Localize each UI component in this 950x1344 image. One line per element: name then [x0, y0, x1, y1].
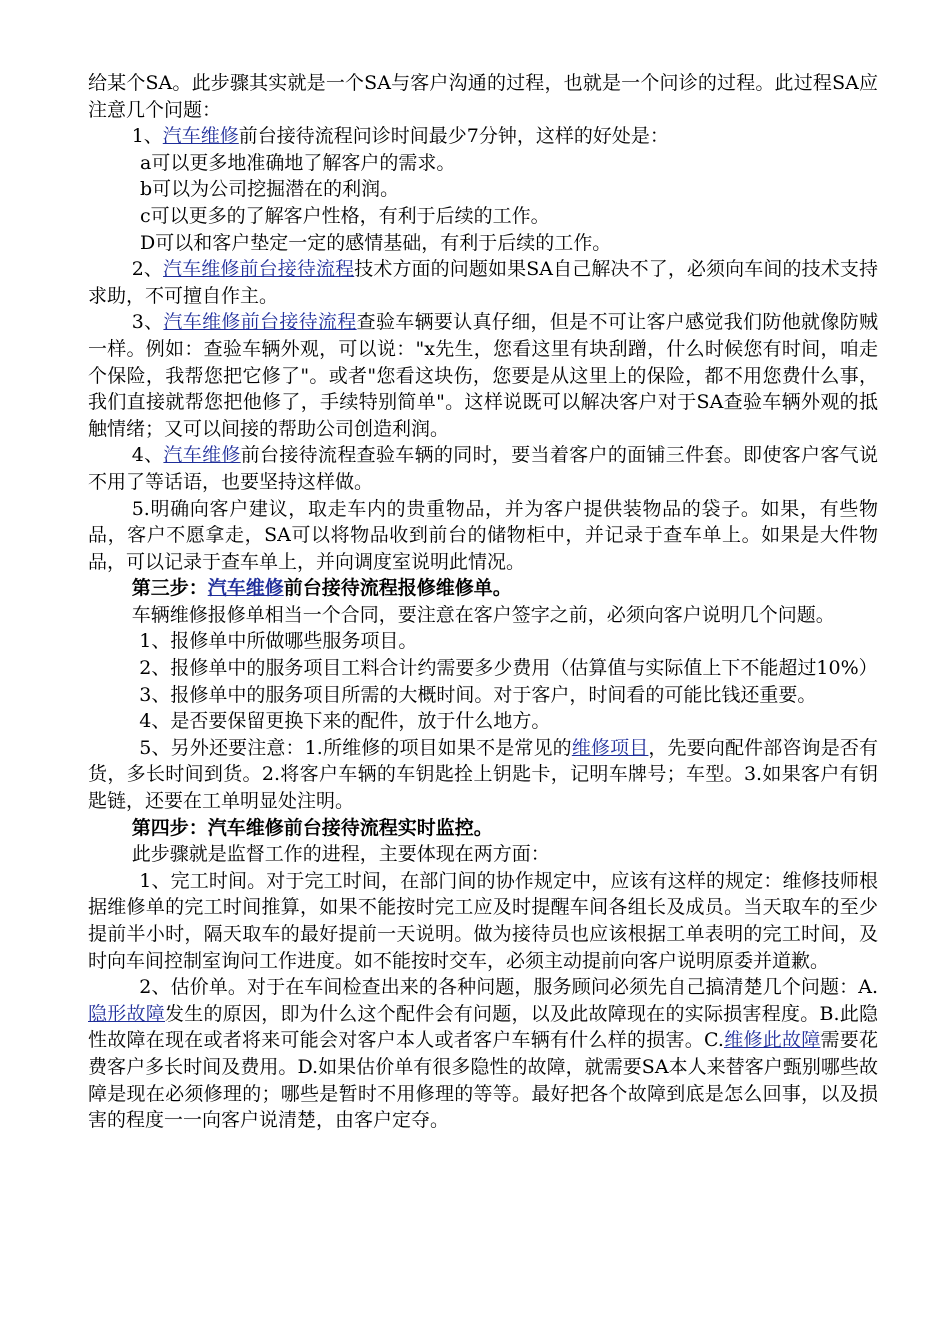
text: 需要花费客户多长时间及费用。D.如果估价单有很多隐性的故障，就需要SA本人来替客户甄别哪些故障是现在必须修理的；哪些是暂时不用修理的等等。最好把各个故障到底是怎么回事，以及损害的程度一一向客户说清楚，由客户定夺。	[88, 1029, 878, 1132]
list-item: 1、报修单中所做哪些服务项目。	[139, 630, 418, 653]
section-heading-step3	[88, 575, 878, 602]
link-weixiu-ci-guzhang[interactable]: 维修此故障	[723, 1029, 821, 1052]
link-qiche-weixiu[interactable]: 汽车维修	[162, 125, 239, 148]
list-item: 2、报修单中的服务项目工料合计约需要多少费用（估算值与实际值上下不能超过10%）	[139, 657, 878, 680]
document-page	[88, 70, 878, 1134]
paragraph	[88, 309, 878, 442]
list-item: D可以和客户垫定一定的感情基础，有利于后续的工作。	[140, 231, 612, 254]
list-item: a可以更多地准确地了解客户的需求。	[140, 151, 456, 174]
text: 前台接待流程问诊时间最少7分钟，这样的好处是：	[238, 125, 669, 148]
paragraph: 给某个SA。此步骤其实就是一个SA与客户沟通的过程，也就是一个问诊的过程。此过程SA应注意几个问题：	[88, 72, 878, 121]
link-weixiu-xiangmu[interactable]: 维修项目	[571, 736, 649, 759]
paragraph: 车辆维修报修单相当一个合同，要注意在客户签字之前，必须向客户说明几个问题。	[131, 603, 835, 626]
text: 查验车辆要认真仔细，但是不可让客户感觉我们防他就像防贼一样。例如：查验车辆外观，可以说："x先生，您看这里有块刮蹭，什么时候您有时间，咱走个保险，我帮您把它修了"。或者"您看这块伤，您要是从这里上的保险，都不用您费什么事，我们直接就帮您把他修了，手续特别简单"。这样说既可以解决客户对于SA查验车辆外观的抵触情绪；又可以间接的帮助公司创造利润。	[88, 311, 878, 440]
text: ，先要向配件部咨询是否有货，多长时间到货。2.将客户车辆的车钥匙拴上钥匙卡，记明车牌号；车型。3.如果客户有钥匙链，还要在工单明显处注明。	[88, 736, 878, 813]
text: 2、	[131, 258, 164, 281]
paragraph: 此步骤就是监督工作的进程，主要体现在两方面：	[131, 843, 550, 866]
text: 前台接待流程报修维修单。	[283, 577, 512, 600]
text: 5、另外还要注意：1.所维修的项目如果不是常见的	[139, 736, 572, 759]
section-heading-step4: 第四步：汽车维修前台接待流程实时监控。	[131, 816, 493, 839]
text: 3、	[131, 311, 164, 334]
list-item: b可以为公司挖掘潜在的利润。	[140, 178, 400, 201]
link-qiche-weixiu[interactable]: 汽车维修	[163, 444, 241, 467]
list-item: 3、报修单中的服务项目所需的大概时间。对于客户，时间看的可能比钱还重要。	[139, 683, 817, 706]
text: 技术方面的问题如果SA自己解决不了，必须向车间的技术支持求助，不可擅自作主。	[88, 258, 878, 307]
link-qiche-weixiu[interactable]: 汽车维修	[207, 577, 284, 600]
text: 第三步：	[131, 577, 208, 600]
text: 4、	[131, 444, 164, 467]
text: 2、估价单。对于在车间检查出来的各种问题，服务顾问必须先自己搞清楚几个问题：A.	[139, 976, 878, 999]
paragraph	[88, 442, 878, 495]
list-item: 4、是否要保留更换下来的配件，放于什么地方。	[139, 710, 551, 733]
list-item: c可以更多的了解客户性格，有利于后续的工作。	[140, 204, 550, 227]
link-jiedai-liucheng[interactable]: 汽车维修前台接待流程	[163, 311, 357, 334]
link-jiedai-liucheng[interactable]: 汽车维修前台接待流程	[163, 258, 355, 281]
paragraph	[88, 123, 878, 150]
paragraph	[88, 256, 878, 309]
text: 1、	[131, 125, 163, 148]
list-item: 1、完工时间。对于完工时间，在部门间的协作规定中，应该有这样的规定：维修技师根据维修单的完工时间推算，如果不能按时完工应及时提醒车间各组长及成员。当天取车的至少提前半小时，隔天取车的最好提前一天说明。做为接待员也应该根据工单表明的完工时间，及时向车间控制室询问工作进度。如不能按时交车，必须主动提前向客户说明原委并道歉。	[88, 869, 878, 972]
text: 前台接待流程查验车辆的同时，要当着客户的面铺三件套。即使客户客气说不用了等话语，也要坚持这样做。	[88, 444, 878, 493]
list-item	[88, 735, 878, 815]
paragraph: 5.明确向客户建议，取走车内的贵重物品，并为客户提供装物品的袋子。如果，有些物品，客户不愿拿走，SA可以将物品收到前台的储物柜中，并记录于查车单上。如果是大件物品，可以记录于查车单上，并向调度室说明此情况。	[88, 497, 878, 573]
link-yinxing-guzhang[interactable]: 隐形故障	[88, 1002, 165, 1025]
text: 发生的原因，即为什么这个配件会有问题，以及此故障现在的实际损害程度。B.此隐性故障在现在或者将来可能会对客户本人或者客户车辆有什么样的损害。C.	[88, 1002, 878, 1052]
list-item	[88, 974, 878, 1134]
